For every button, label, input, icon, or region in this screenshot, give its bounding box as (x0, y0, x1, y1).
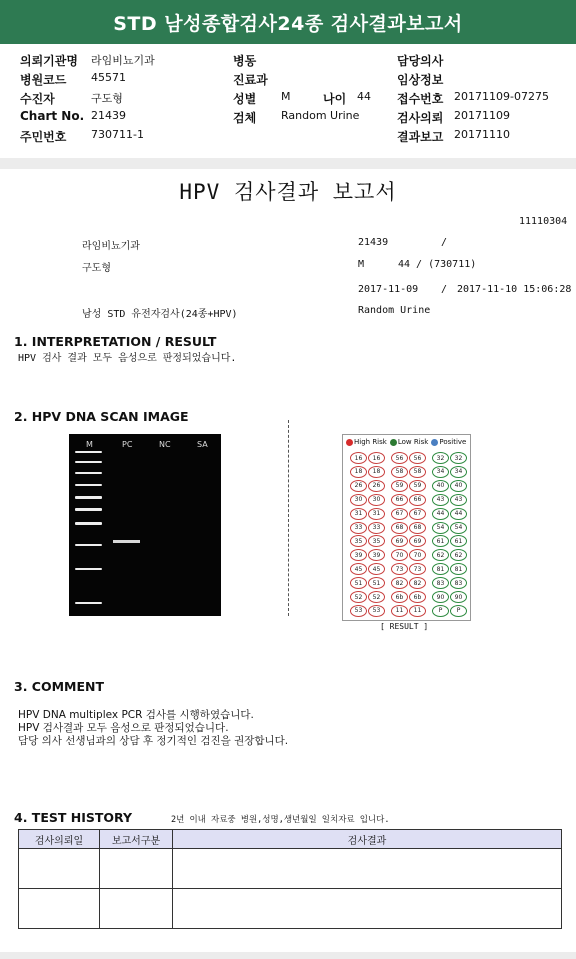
label-patient: 수진자 (20, 92, 55, 106)
result-oval-58: 58 (409, 466, 426, 478)
result-oval-59: 59 (391, 480, 408, 492)
ladder-band (75, 461, 102, 463)
result-oval-40: 40 (432, 480, 449, 492)
result-oval-P: P (432, 605, 449, 617)
result-oval-51: 51 (368, 577, 385, 589)
table-row (19, 889, 562, 929)
value-patient: 구도형 (91, 92, 123, 105)
history-note: 2년 이내 자료중 병원,성명,생년월일 일치자료 입니다. (171, 815, 390, 825)
section-scan-title: 2. HPV DNA SCAN IMAGE (14, 409, 189, 424)
result-oval-26: 26 (350, 480, 367, 492)
gel-lane-label-nc: NC (159, 440, 171, 449)
result-oval-32: 32 (432, 452, 449, 464)
result-oval-68: 68 (391, 522, 408, 534)
history-header-row (19, 830, 562, 849)
report-date-request: 2017-11-09 (358, 284, 419, 295)
result-oval-45: 45 (350, 563, 367, 575)
result-panel (342, 434, 471, 621)
label-specimen: 검체 (233, 111, 257, 125)
result-oval-30: 30 (368, 494, 385, 506)
result-oval-69: 69 (391, 535, 408, 547)
value-request-date: 20171109 (454, 109, 510, 122)
header-col-1 (20, 52, 155, 147)
value-hospital-code: 45571 (91, 71, 126, 84)
result-oval-69: 69 (409, 535, 426, 547)
value-receipt-no: 20171109-07275 (454, 90, 549, 103)
result-oval-44: 44 (450, 508, 467, 520)
section-history-title: 4. TEST HISTORY (14, 810, 133, 825)
value-sex: M (281, 90, 291, 103)
report-patient: 구도형 (82, 263, 111, 274)
gel-image (69, 434, 221, 616)
section-interpretation-title: 1. INTERPRETATION / RESULT (14, 334, 217, 349)
table-row (19, 849, 562, 889)
result-oval-73: 73 (391, 563, 408, 575)
report-date-report: 2017-11-10 15:06:28 (457, 284, 572, 295)
result-oval-90: 90 (450, 591, 467, 603)
interpretation-text: HPV 검사 결과 모두 음성으로 판정되었습니다. (18, 353, 237, 364)
result-oval-53: 53 (368, 605, 385, 617)
result-oval-43: 43 (450, 494, 467, 506)
positive-dot-icon (431, 439, 438, 446)
result-oval-35: 35 (350, 535, 367, 547)
gel-lane-label-pc: PC (122, 440, 133, 449)
history-col-result: 검사결과 (173, 830, 562, 849)
report-date-sep: / (441, 284, 448, 295)
result-oval-51: 51 (350, 577, 367, 589)
result-oval-11: 11 (391, 605, 408, 617)
value-resident-no: 730711-1 (91, 128, 144, 141)
result-oval-81: 81 (432, 563, 449, 575)
result-oval-66: 66 (391, 494, 408, 506)
result-oval-31: 31 (368, 508, 385, 520)
result-oval-61: 61 (450, 535, 467, 547)
result-oval-40: 40 (450, 480, 467, 492)
result-oval-68: 68 (409, 522, 426, 534)
result-oval-16: 16 (368, 452, 385, 464)
result-oval-58: 58 (391, 466, 408, 478)
legend-positive: Positive (431, 438, 466, 446)
result-oval-P: P (450, 605, 467, 617)
report-specimen: Random Urine (358, 305, 431, 316)
result-oval-56: 56 (409, 452, 426, 464)
result-oval-83: 83 (450, 577, 467, 589)
result-oval-70: 70 (409, 549, 426, 561)
result-oval-62: 62 (432, 549, 449, 561)
result-oval-82: 82 (409, 577, 426, 589)
dashed-divider (288, 420, 289, 616)
high-risk-dot-icon (346, 439, 353, 446)
report-test-name: 남성 STD 유전자검사(24종+HPV) (82, 309, 238, 320)
result-oval-44: 44 (432, 508, 449, 520)
legend-low-risk: Low Risk (390, 438, 429, 446)
value-institution: 라임비뇨기과 (91, 54, 155, 67)
value-chart-no: 21439 (91, 109, 126, 122)
label-ward: 병동 (233, 54, 257, 68)
result-oval-52: 52 (350, 591, 367, 603)
legend-high-risk: High Risk (346, 438, 387, 446)
result-oval-66: 66 (409, 494, 426, 506)
label-report-date: 결과보고 (397, 130, 444, 144)
banner-title: STD 남성종합검사24종 검사결과보고서 (113, 12, 463, 35)
result-oval-16: 16 (350, 452, 367, 464)
result-oval-39: 39 (350, 549, 367, 561)
value-specimen: Random Urine (281, 109, 360, 122)
result-oval-39: 39 (368, 549, 385, 561)
result-oval-18: 18 (368, 466, 385, 478)
report-title: HPV 검사결과 보고서 (179, 180, 397, 204)
gel-lane-label-sa: SA (197, 440, 208, 449)
gel-lane-label-m: M (86, 440, 93, 449)
report-slash: / (441, 237, 448, 248)
ladder-band (75, 484, 102, 486)
label-resident-no: 주민번호 (20, 130, 67, 144)
ladder-band (75, 568, 102, 570)
result-oval-90: 90 (432, 591, 449, 603)
result-oval-6b: 6b (409, 591, 426, 603)
result-oval-59: 59 (409, 480, 426, 492)
result-caption: [ RESULT ] (380, 622, 429, 631)
comment-line: HPV DNA multiplex PCR 검사를 시행하였습니다. (18, 709, 254, 721)
report-clinic: 라임비뇨기과 (82, 241, 140, 252)
result-oval-18: 18 (350, 466, 367, 478)
result-oval-83: 83 (432, 577, 449, 589)
report-banner (0, 0, 576, 44)
value-age: 44 (357, 90, 371, 103)
result-oval-67: 67 (409, 508, 426, 520)
report-chart: 21439 (358, 237, 389, 248)
history-col-request-date: 검사의뢰일 (19, 830, 100, 849)
value-report-date: 20171110 (454, 128, 510, 141)
label-clinical-info: 임상정보 (397, 73, 444, 87)
result-oval-26: 26 (368, 480, 385, 492)
result-oval-73: 73 (409, 563, 426, 575)
report-age-dob: 44 / (730711) (398, 259, 477, 270)
label-doctor: 담당의사 (397, 54, 444, 68)
result-oval-67: 67 (391, 508, 408, 520)
ladder-band (75, 472, 102, 474)
report-code: 11110304 (519, 216, 568, 227)
result-oval-81: 81 (450, 563, 467, 575)
result-oval-43: 43 (432, 494, 449, 506)
result-oval-30: 30 (350, 494, 367, 506)
pc-band (113, 540, 140, 543)
section-comment-title: 3. COMMENT (14, 679, 105, 694)
result-oval-33: 33 (368, 522, 385, 534)
result-oval-45: 45 (368, 563, 385, 575)
result-oval-62: 62 (450, 549, 467, 561)
result-oval-54: 54 (432, 522, 449, 534)
label-age: 나이 (323, 92, 347, 106)
result-oval-61: 61 (432, 535, 449, 547)
label-institution: 의뢰기관명 (20, 54, 78, 68)
result-oval-70: 70 (391, 549, 408, 561)
result-oval-6b: 6b (391, 591, 408, 603)
label-chart-no: Chart No. (20, 109, 85, 123)
result-legend (346, 438, 466, 446)
result-oval-32: 32 (450, 452, 467, 464)
header-col-2 (233, 52, 371, 128)
result-oval-34: 34 (432, 466, 449, 478)
divider-band (0, 158, 576, 169)
result-oval-56: 56 (391, 452, 408, 464)
label-department: 진료과 (233, 73, 268, 87)
result-oval-35: 35 (368, 535, 385, 547)
bottom-band (0, 952, 576, 959)
result-oval-53: 53 (350, 605, 367, 617)
result-oval-82: 82 (391, 577, 408, 589)
low-risk-dot-icon (390, 439, 397, 446)
comment-block (18, 709, 288, 748)
result-oval-54: 54 (450, 522, 467, 534)
comment-line: HPV 검사결과 모두 음성으로 판정되었습니다. (18, 722, 229, 734)
header-col-3 (397, 52, 549, 147)
history-col-report-type: 보고서구분 (100, 830, 173, 849)
label-request-date: 검사의뢰 (397, 111, 444, 125)
result-oval-33: 33 (350, 522, 367, 534)
ladder-band (75, 508, 102, 511)
ladder-band (75, 602, 102, 604)
comment-line: 담당 의사 선생님과의 상담 후 정기적인 검진을 권장합니다. (18, 735, 289, 747)
label-receipt-no: 접수번호 (397, 92, 444, 106)
label-hospital-code: 병원코드 (20, 73, 67, 87)
report-sex: M (358, 259, 365, 270)
ladder-band (75, 522, 102, 525)
result-oval-52: 52 (368, 591, 385, 603)
ladder-band (75, 496, 102, 499)
ladder-band (75, 544, 102, 546)
result-oval-31: 31 (350, 508, 367, 520)
ladder-band (75, 451, 102, 453)
history-table (18, 829, 562, 929)
result-oval-11: 11 (409, 605, 426, 617)
label-sex: 성별 (233, 92, 257, 106)
result-oval-34: 34 (450, 466, 467, 478)
